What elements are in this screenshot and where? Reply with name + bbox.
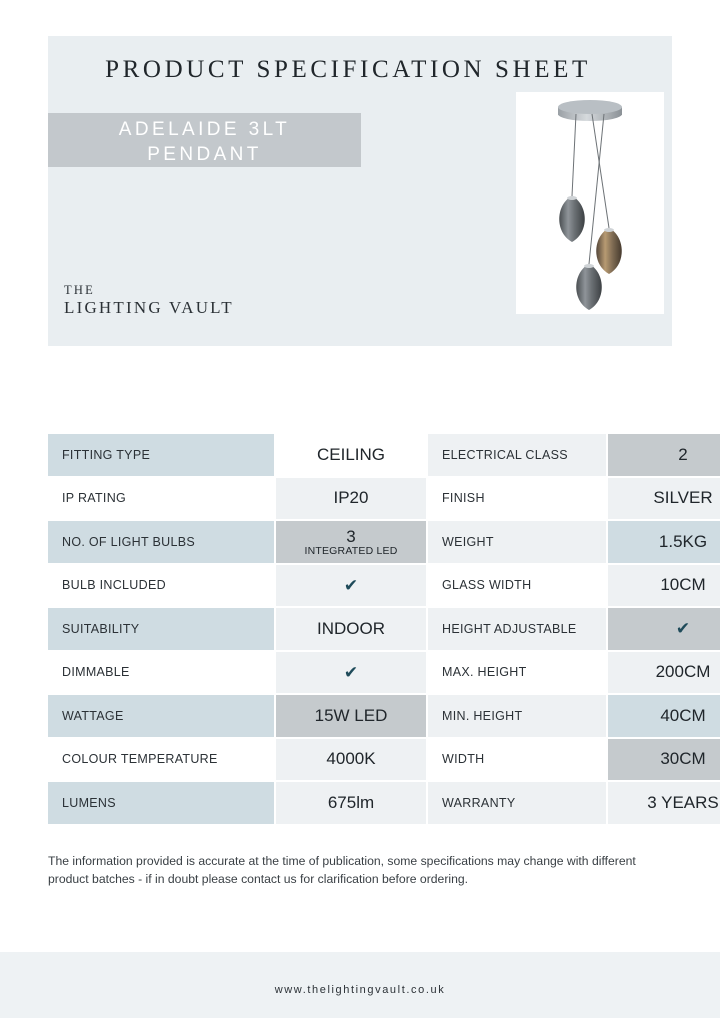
table-row bbox=[48, 694, 720, 738]
spec-value: 4000K bbox=[275, 738, 427, 782]
disclaimer-text: The information provided is accurate at the time of publication, some specifications may change with different product batches - if in doubt please contact us for clarification before ordering. bbox=[48, 854, 636, 886]
brand-logo bbox=[64, 282, 234, 318]
spec-label: WATTAGE bbox=[48, 694, 275, 738]
table-row bbox=[48, 781, 720, 824]
brand-line-the: THE bbox=[64, 283, 95, 297]
spec-value-check: ✔ bbox=[275, 651, 427, 695]
spec-label: NO. OF LIGHT BULBS bbox=[48, 520, 275, 564]
product-image bbox=[516, 92, 664, 314]
pendant-light-illustration bbox=[516, 92, 664, 314]
spec-label: LUMENS bbox=[48, 781, 275, 824]
spec-value: 675lm bbox=[275, 781, 427, 824]
spec-label: WEIGHT bbox=[427, 520, 607, 564]
product-name-line2: PENDANT bbox=[147, 144, 262, 165]
spec-label: DIMMABLE bbox=[48, 651, 275, 695]
spec-value-check: ✔ bbox=[607, 607, 720, 651]
spec-value-main: 3 bbox=[346, 526, 356, 546]
spec-label: MIN. HEIGHT bbox=[427, 694, 607, 738]
spec-label: SUITABILITY bbox=[48, 607, 275, 651]
spec-value-sub: INTEGRATED LED bbox=[304, 544, 398, 557]
spec-label: WARRANTY bbox=[427, 781, 607, 824]
spec-value: 15W LED bbox=[275, 694, 427, 738]
table-row bbox=[48, 564, 720, 608]
product-name bbox=[48, 117, 361, 167]
spec-value: 2 bbox=[607, 434, 720, 477]
table-row bbox=[48, 607, 720, 651]
table-row bbox=[48, 651, 720, 695]
spec-label: FINISH bbox=[427, 477, 607, 521]
spec-label: BULB INCLUDED bbox=[48, 564, 275, 608]
table-row bbox=[48, 520, 720, 564]
spec-value: IP20 bbox=[275, 477, 427, 521]
product-name-line1: ADELAIDE 3LT bbox=[118, 119, 291, 140]
spec-value: 10CM bbox=[607, 564, 720, 608]
spec-label: GLASS WIDTH bbox=[427, 564, 607, 608]
spec-label: ELECTRICAL CLASS bbox=[427, 434, 607, 477]
table-row bbox=[48, 477, 720, 521]
specification-table bbox=[48, 434, 720, 824]
spec-label: WIDTH bbox=[427, 738, 607, 782]
spec-value: 200CM bbox=[607, 651, 720, 695]
spec-label: COLOUR TEMPERATURE bbox=[48, 738, 275, 782]
spec-label: HEIGHT ADJUSTABLE bbox=[427, 607, 607, 651]
spec-value: 1.5KG bbox=[607, 520, 720, 564]
spec-value: 3 YEARS bbox=[607, 781, 720, 824]
spec-value: 40CM bbox=[607, 694, 720, 738]
spec-value bbox=[275, 520, 427, 564]
spec-label: FITTING TYPE bbox=[48, 434, 275, 477]
table-row bbox=[48, 738, 720, 782]
spec-value: INDOOR bbox=[275, 607, 427, 651]
spec-value-check: ✔ bbox=[275, 564, 427, 608]
spec-value: CEILING bbox=[275, 434, 427, 477]
page-title: PRODUCT SPECIFICATION SHEET bbox=[105, 56, 591, 83]
spec-value: SILVER bbox=[607, 477, 720, 521]
table-row bbox=[48, 434, 720, 477]
footer-website-url[interactable]: www.thelightingvault.co.uk bbox=[274, 984, 446, 996]
spec-value: 30CM bbox=[607, 738, 720, 782]
spec-label: IP RATING bbox=[48, 477, 275, 521]
spec-label: MAX. HEIGHT bbox=[427, 651, 607, 695]
brand-line-lighting-vault: LIGHTING VAULT bbox=[64, 298, 234, 317]
